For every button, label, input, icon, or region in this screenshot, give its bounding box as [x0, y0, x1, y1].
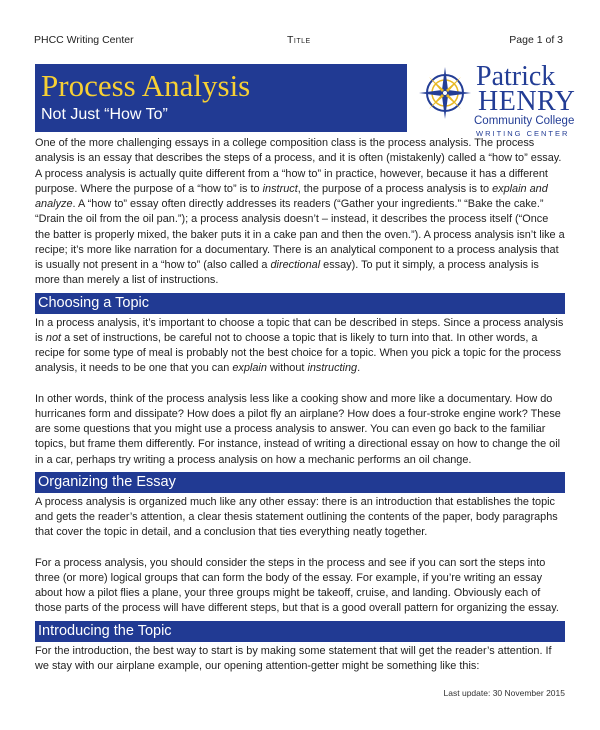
italic-text: explain: [232, 362, 267, 375]
college-logo: [412, 61, 576, 138]
compass-rose-icon: [418, 66, 472, 120]
italic-text: instructing: [307, 362, 358, 375]
logo-writing-center: WRITING CENTER: [476, 129, 570, 138]
intro-paragraph: One of the more challenging essays in a college composition class is the process analysis. The process analysis is an essay that describes the steps of a process, and it is often (mistakenly) called a “how to” essay. A process analysis is actually quite different from a “how to” in practice, however, because it has a different purpose. Where the purpose of a “how to” is to instruct, the purpose of a process analysis is to explain and analyze. A “how to” essay often directly addresses its readers (“Gather your ingredients.” “Bake the cake.” “Drain the oil from the oil pan.”); a process analysis doesn’t – instead, it describes the process itself (“Once the batter is properly mixed, the baker puts it in a cake pan and then the oven.”). A process analysis isn’t like a recipe; it’s more like narration for a documentary. There is an analytical component to a process analysis that is usually not present in a “how to” (also called a directional essay). To put it simply, a process analysis is more than merely a list of instructions.: [35, 137, 565, 287]
italic-text: not: [45, 331, 62, 344]
section-paragraph: In other words, think of the process analysis less like a cooking show and more like a documentary. How do hurricanes form and dissipate? How does a pilot fly an airplane? How does a four-stroke engine work? These are some questions that you might use a process analysis to answer. You can even go back to the familiar topics, but frame them differently. For instance, instead of writing a directional essay on how to change the oil in a car, perhaps try writing a process analysis on how a mechanic performs an oil change.: [35, 392, 561, 466]
page-number: Page 1 of 3: [509, 34, 563, 46]
section-paragraph: For a process analysis, you should consider the steps in the process and see if you can sort the steps into three (or more) logical groups that can form the body of the essay. For example, if you’re writing an essay about how a pilot flies a plane, your three groups might be takeoff, cruise, and landing. Obviously each of those parts of the process will have different steps, but that is a good overall pattern for organizing the essay.: [35, 556, 559, 615]
italic-text: directional: [270, 259, 321, 271]
logo-community-college: Community College: [474, 115, 575, 127]
section-heading: Organizing the Essay: [35, 472, 565, 493]
document-title: Process Analysis: [41, 68, 251, 103]
section-paragraph: A process analysis is organized much like any other essay: there is an introduction that establishes the topic and gets the reader’s attention, a clear thesis statement outlining the contents of the paper, body paragraphs that cover the topic in detail, and a conclusion that ties everything neatly together.: [35, 495, 558, 539]
section-heading: Choosing a Topic: [35, 293, 565, 314]
title-banner: [35, 64, 407, 132]
document-subtitle: Not Just “How To”: [41, 106, 168, 123]
section-heading: Introducing the Topic: [35, 621, 565, 642]
page-header-title: Title: [287, 34, 311, 46]
logo-name-line1: Patrick: [476, 61, 556, 92]
page-header-left: PHCC Writing Center: [34, 34, 134, 46]
logo-name-line2: HENRY: [478, 86, 576, 117]
italic-text: explain and analyze: [35, 182, 548, 210]
section-paragraph: For the introduction, the best way to start is by making some statement that will get the reader’s attention. If we stay with our airplane example, our opening attention-getter might be something like this:: [35, 644, 552, 672]
document-body: [35, 136, 565, 674]
section-paragraph: In a process analysis, it’s important to choose a topic that can be described in steps. Since a process analysis is not a set of instructions, be careful not to choose a topic that is likely to turn into that. In other words, a recipe for some type of meal is probably not the best choice for a topic. When you pick a topic for the process analysis, it needs to be one that you can explain without instructing.: [35, 316, 564, 375]
italic-text: instruct: [262, 182, 298, 195]
last-update: Last update: 30 November 2015: [443, 688, 565, 698]
